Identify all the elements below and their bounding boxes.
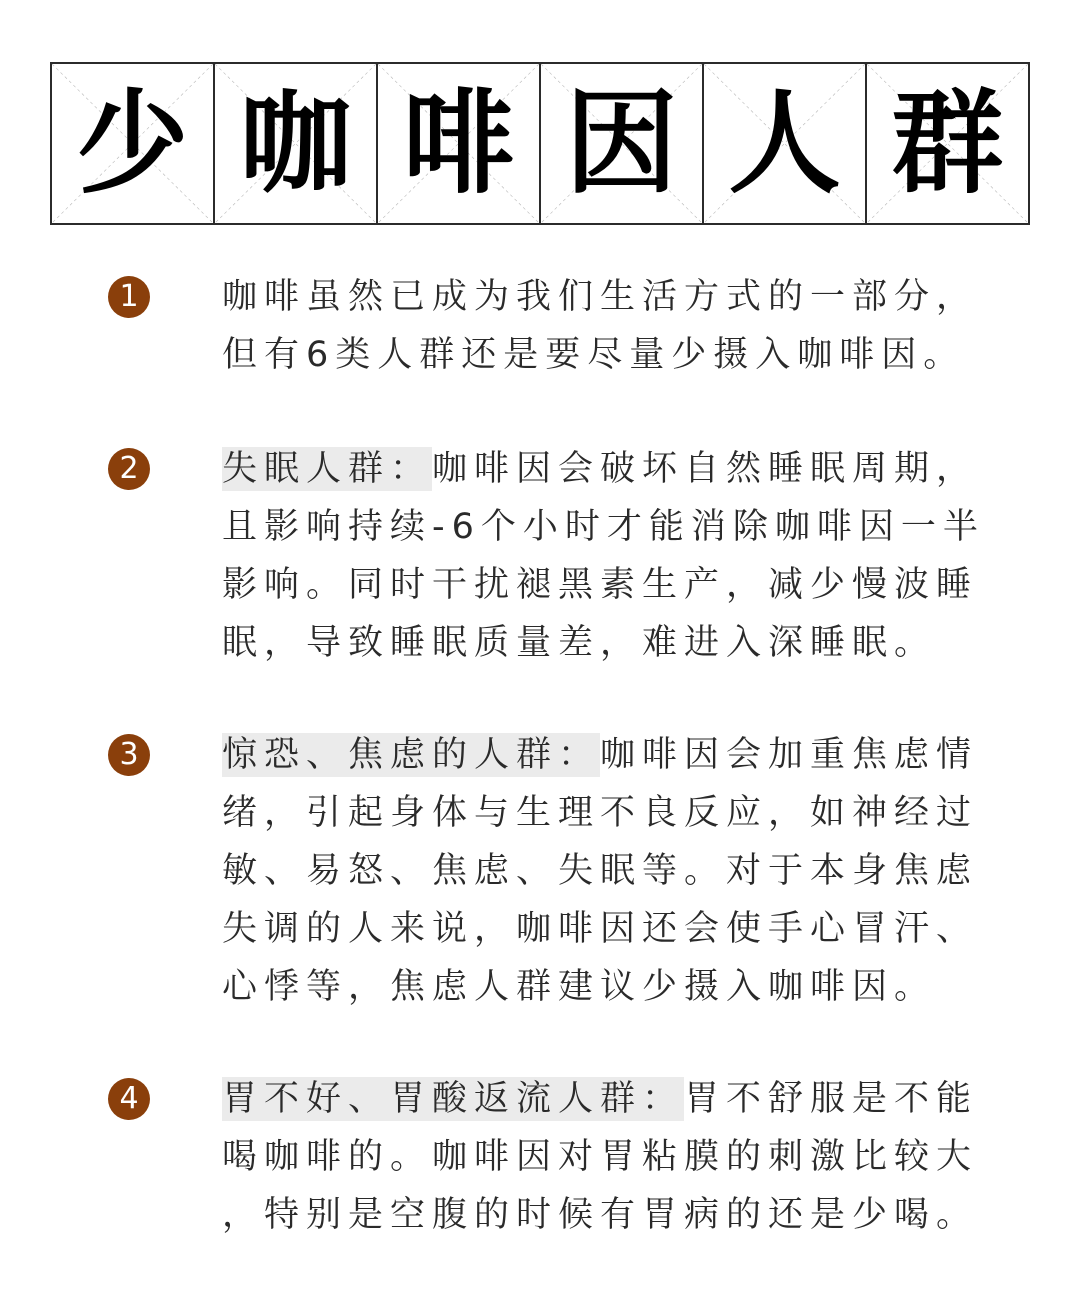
- number-badge: 1: [108, 276, 150, 318]
- title-char: 啡: [402, 78, 515, 209]
- section-heading: 失眠人群：: [222, 449, 433, 489]
- text-line: 咖啡虽然已成为我们生活方式的一部分，: [222, 277, 979, 317]
- text-line: [222, 440, 982, 498]
- text-line: ，特别是空腹的时候有胃病的还是少喝。: [222, 1195, 979, 1235]
- number-badge: 3: [108, 734, 150, 776]
- title-cell: [52, 64, 213, 223]
- text-line: 且影响持续-6个小时才能消除咖啡因一半: [222, 507, 985, 547]
- text-line: 眠，导致睡眠质量差，难进入深睡眠。: [222, 623, 937, 663]
- text-span: 咖啡因会加重焦虑情: [600, 735, 979, 775]
- section-text: [222, 1070, 982, 1244]
- text-line: 失调的人来说，咖啡因还会使手心冒汗、: [222, 909, 979, 949]
- text-line: 绪，引起身体与生理不良反应，如神经过: [222, 793, 979, 833]
- text-span: 胃不舒服是不能: [684, 1079, 979, 1119]
- number-badge: 4: [108, 1078, 150, 1120]
- title-char: 咖: [239, 78, 352, 209]
- title-cell: [376, 64, 539, 223]
- section-text: [222, 440, 985, 672]
- title-char: 少: [76, 78, 189, 209]
- section-heading: 惊恐、焦虑的人群：: [222, 735, 601, 775]
- section-text: [222, 726, 982, 1016]
- text-line: 敏、易怒、焦虑、失眠等。对于本身焦虑: [222, 851, 979, 891]
- text-line: 喝咖啡的。咖啡因对胃粘膜的刺激比较大: [222, 1137, 979, 1177]
- section-heading: 胃不好、胃酸返流人群：: [222, 1079, 685, 1119]
- title-grid: [50, 62, 1030, 225]
- title-cell: [213, 64, 376, 223]
- section-text: [222, 268, 982, 384]
- title-char: 人: [728, 78, 841, 209]
- title-char: 因: [565, 78, 678, 209]
- text-line: 心悸等，焦虑人群建议少摄入咖啡因。: [222, 967, 937, 1007]
- number-badge: 2: [108, 448, 150, 490]
- text-line: [222, 1070, 982, 1128]
- title-cell: [865, 64, 1028, 223]
- text-line: 影响。同时干扰褪黑素生产，减少慢波睡: [222, 565, 979, 605]
- text-line: [222, 726, 982, 784]
- text-span: 咖啡因会破坏自然睡眠周期，: [432, 449, 979, 489]
- title-cell: [702, 64, 865, 223]
- text-line: 但有6类人群还是要尽量少摄入咖啡因。: [222, 335, 966, 375]
- title-cell: [539, 64, 702, 223]
- title-char: 群: [891, 78, 1004, 209]
